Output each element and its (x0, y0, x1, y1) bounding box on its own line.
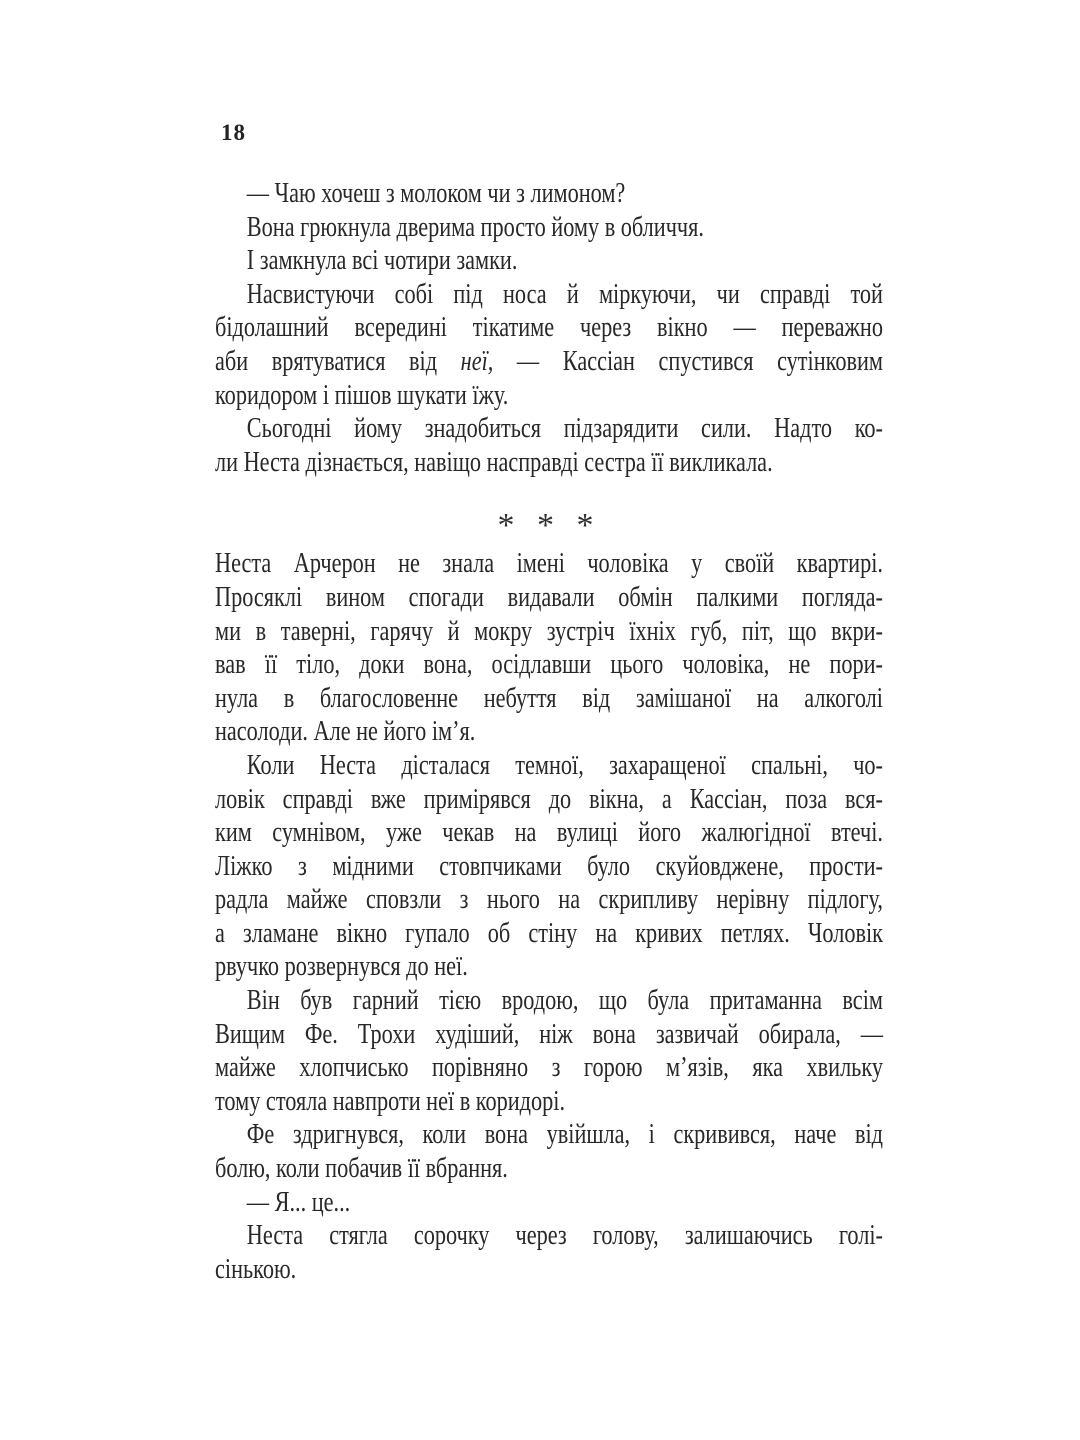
text-line: ким сумнівом, уже чекав на вулиці його жалюгідної втечі. (215, 817, 883, 849)
text-line: тому стояла навпроти неї в коридорі. (215, 1085, 566, 1117)
body-text-block (215, 177, 883, 1286)
text-line: Вищим Фе. Трохи худіший, ніж вона зазвичай обирала, — (215, 1018, 883, 1050)
text-line: Вона грюкнула дверима просто йому в обличчя. (246, 211, 704, 243)
text-line: Він був гарний тією вродою, що була притаманна всім (246, 985, 883, 1017)
text-line: Коли Неста дісталася темної, захаращеної спальні, чо- (246, 749, 883, 781)
page-number: 18 (221, 120, 246, 145)
text-line: Неста Арчерон не знала імені чоловіка у своїй квартирі. (215, 548, 883, 580)
text-line: Ліжко з мідними стовпчиками було скуйовджене, прости- (215, 850, 883, 882)
text-line: насолоди. Але не його ім’я. (215, 716, 476, 748)
scene-break-separator: * * * (497, 507, 601, 545)
text-line: бідолашний всередині тікатиме через вікно — переважно (215, 312, 883, 344)
text-line: радла майже сповзли з нього на скрипливу нерівну підлогу, (215, 884, 883, 916)
text-line: болю, коли побачив її вбрання. (215, 1153, 508, 1185)
text-line: майже хлопчисько порівняно з горою м’язів, яка хвильку (215, 1052, 883, 1084)
text-line: Просяклі вином спогади видавали обмін палкими погляда- (215, 581, 883, 613)
text-line: рвучко розвернувся до неї. (215, 951, 468, 983)
text-line: аби врятуватися від неї, — Кассіан спустився сутінковим (215, 345, 883, 377)
text-line: ли Неста дізнається, навіщо насправді сестра її викликала. (215, 446, 773, 478)
text-line: Насвистуючи собі під носа й міркуючи, чи справді той (246, 278, 883, 310)
text-line: Неста стягла сорочку через голову, залишаючись голі- (246, 1220, 883, 1252)
text-line: Фе здригнувся, коли вона увійшла, і скривився, наче від (246, 1119, 883, 1151)
text-line: ловік справді вже примірявся до вікна, а Кассіан, поза вся- (215, 783, 883, 815)
text-line: нула в благословенне небуття від замішаної на алкоголі (215, 682, 883, 714)
text-line: І замкнула всі чотири замки. (246, 245, 518, 277)
text-line: — Чаю хочеш з молоком чи з лимоном? (246, 178, 626, 209)
text-line: коридором і пішов шукати їжу. (215, 379, 509, 411)
text-line: сінькою. (215, 1253, 297, 1285)
text-line: Сьогодні йому знадобиться підзарядити сили. Надто ко- (246, 413, 883, 445)
text-line: — Я... це... (246, 1186, 351, 1218)
text-line: ми в таверні, гарячу й мокру зустріч їхніх губ, піт, що вкри- (215, 615, 883, 647)
text-line: вав її тіло, доки вона, осідлавши цього чоловіка, не пори- (215, 649, 883, 681)
text-line: а зламане вікно гупало об стіну на кривих петлях. Чоловік (215, 917, 883, 949)
italic-text: неї, (460, 345, 494, 377)
